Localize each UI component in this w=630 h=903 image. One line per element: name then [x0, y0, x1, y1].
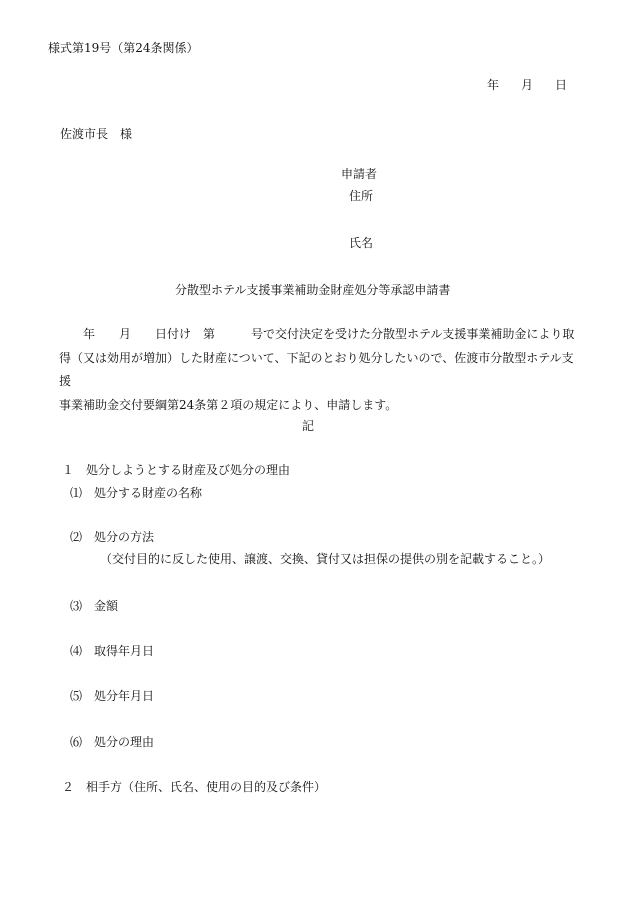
name-label: 氏名 [349, 236, 374, 250]
item-3 [70, 598, 118, 614]
section-2 [62, 779, 326, 795]
item-number: ⑶ [70, 599, 83, 613]
document-title: 分散型ホテル支援事業補助金財産処分等承認申請書 [175, 283, 451, 297]
ki-heading: 記 [302, 419, 315, 433]
section-1-number: １ [62, 463, 75, 477]
item-label: 取得年月日 [94, 644, 155, 658]
item-number: ⑴ [70, 486, 83, 500]
date-month: 月 [521, 78, 534, 92]
item-number: ⑹ [70, 735, 83, 749]
item-number: ⑸ [70, 689, 83, 703]
date-line [487, 77, 567, 93]
applicant-label: 申請者 [341, 167, 378, 181]
body-line: 事業補助金交付要綱第24条第２項の規定により、申請します。 [59, 397, 398, 412]
form-number: 様式第19号（第24条関係） [48, 41, 199, 55]
item-label: 金額 [94, 599, 119, 613]
item-2-note: （交付目的に反した使用、譲渡、交換、貸付又は担保の提供の別を記載すること。） [100, 552, 551, 566]
item-6 [70, 734, 154, 750]
addressee: 佐渡市長 様 [60, 127, 133, 141]
item-label: 処分する財産の名称 [94, 486, 203, 500]
item-label: 処分の理由 [94, 735, 155, 749]
body-text [59, 323, 579, 417]
item-number: ⑷ [70, 644, 83, 658]
item-label: 処分年月日 [94, 689, 155, 703]
item-1 [70, 485, 202, 501]
section-1-label: 処分しようとする財産及び処分の理由 [86, 463, 291, 477]
item-number: ⑵ [70, 530, 83, 544]
date-day: 日 [555, 78, 568, 92]
section-1 [62, 462, 290, 478]
item-5 [70, 688, 154, 704]
date-year: 年 [487, 78, 500, 92]
section-2-number: ２ [62, 780, 75, 794]
body-line: 得（又は効用が増加）した財産について、下記のとおり処分したいので、佐渡市分散型ホテル支援 [59, 350, 574, 388]
item-4 [70, 643, 154, 659]
body-line: 年 月 日付け 第 号で交付決定を受けた分散型ホテル支援事業補助金により取 [59, 327, 575, 341]
address-label: 住所 [349, 189, 374, 203]
item-label: 処分の方法 [94, 530, 155, 544]
section-2-label: 相手方（住所、氏名、使用の目的及び条件） [86, 780, 327, 794]
item-2 [70, 529, 154, 545]
